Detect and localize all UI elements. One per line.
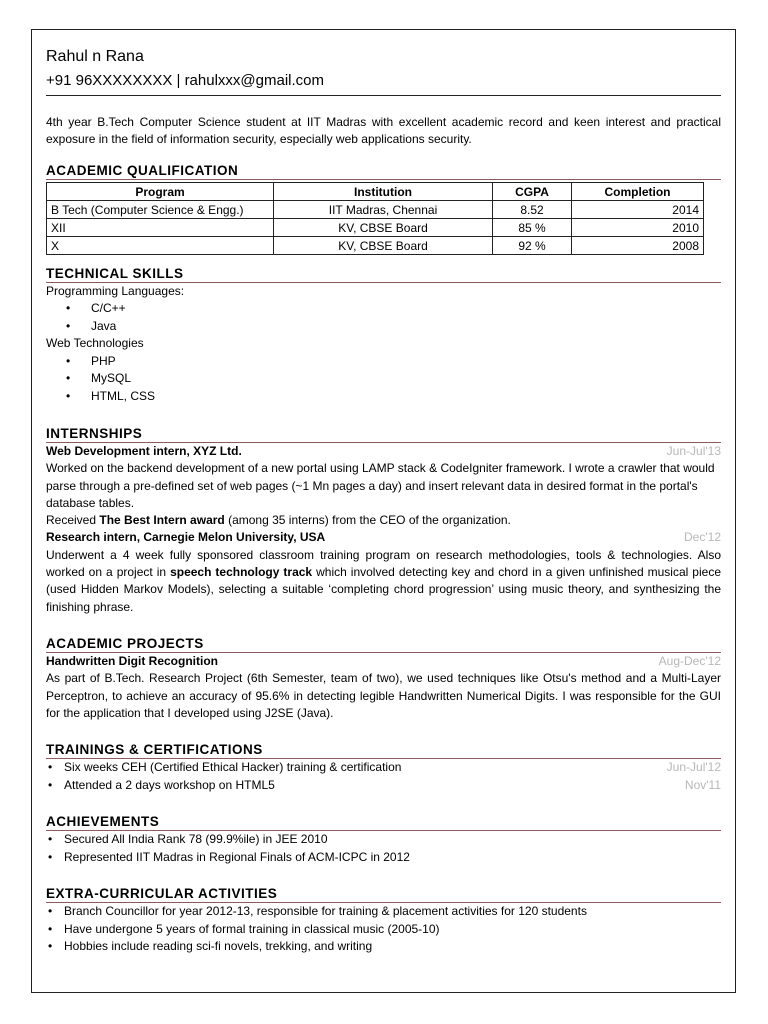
achievements-list — [46, 831, 721, 866]
achievement-text: • Represented IIT Madras in Regional Finals of ACM-ICPC in 2012 — [64, 849, 410, 864]
section-title-skills: TECHNICAL SKILLS — [46, 266, 721, 283]
list-item: • C/C++ — [91, 300, 721, 318]
header-divider — [46, 95, 721, 96]
internship-description: Worked on the backend development of a new portal using LAMP stack & CodeIgniter framework. I wrote a crawler that would parse through a pre-defined set of web pages (~1 Mn pages a day) and insert relevant data in desired format in the portal's database tables. — [46, 461, 715, 510]
contact-line: +91 96XXXXXXXX | rahulxxx@gmail.com — [46, 72, 324, 89]
cell-program: X — [47, 237, 274, 255]
section-title-trainings: TRAININGS & CERTIFICATIONS — [46, 742, 721, 759]
award-name: The Best Intern award — [99, 513, 225, 528]
cell-program: XII — [47, 219, 274, 237]
project-heading — [46, 653, 721, 670]
summary-paragraph: 4th year B.Tech Computer Science student at IIT Madras with excellent academic record and keen interest and practical exposure in the field of information security, especially web applications security. — [46, 115, 721, 146]
list-item: • HTML, CSS — [91, 388, 721, 406]
projects-section — [46, 636, 721, 722]
col-header-program: Program — [47, 183, 274, 201]
activity-text: • Branch Councillor for year 2012-13, responsible for training & placement activities for 120 students — [64, 904, 587, 918]
internship-role: Web Development intern, XYZ Ltd. — [46, 444, 242, 458]
internship-award — [46, 512, 721, 529]
project-description: As part of B.Tech. Research Project (6th Semester, team of two), we used techniques like Otsu's method and a Multi-Layer Perceptron, to achieve an accuracy of 95.6% in detecting legible Handwritten Numerical Digits. I was responsible for the GUI for the application that I developed using J2SE (Java). — [46, 671, 721, 720]
trainings-section — [46, 742, 721, 794]
achievements-section — [46, 814, 721, 866]
table-row — [47, 237, 704, 255]
col-header-completion: Completion — [572, 183, 704, 201]
extracurricular-section — [46, 886, 721, 956]
list-item — [64, 849, 721, 867]
list-item — [64, 903, 721, 921]
table-row — [47, 201, 704, 219]
list-item — [64, 759, 721, 777]
cell-cgpa: 92 % — [493, 237, 572, 255]
web-technologies-label: Web Technologies — [46, 336, 144, 351]
internships-section — [46, 426, 721, 616]
section-title-extracurricular: EXTRA-CURRICULAR ACTIVITIES — [46, 886, 721, 903]
desc-part-b: which involved detecting key and chord in a given unfinished musical piece (used Hidden Markov Models), selecting a suitable ‘completing chord progression’ using music theory, and synthesizing the finishing phrase. — [46, 565, 721, 614]
internship-date: Dec'12 — [684, 530, 721, 545]
resume-page — [31, 29, 736, 993]
internship-role: Research intern, Carnegie Melon University, USA — [46, 530, 326, 545]
trainings-list — [46, 759, 721, 794]
training-date: Jun-Jul'12 — [666, 760, 721, 774]
extracurricular-list — [46, 903, 721, 956]
training-date: Nov'11 — [684, 777, 721, 792]
list-item — [64, 921, 721, 939]
internship-date: Jun-Jul'13 — [666, 444, 721, 458]
candidate-name: Rahul n Rana — [46, 48, 144, 65]
academic-table — [46, 182, 704, 255]
section-title-internships: INTERNSHIPS — [46, 426, 721, 443]
section-title-achievements: ACHIEVEMENTS — [46, 814, 721, 831]
training-text: • Six weeks CEH (Certified Ethical Hacker) training & certification — [64, 760, 402, 774]
skills-section — [46, 266, 721, 405]
internship-description — [46, 547, 721, 616]
col-header-cgpa: CGPA — [493, 183, 572, 201]
list-item — [64, 777, 721, 795]
section-title-projects: ACADEMIC PROJECTS — [46, 636, 721, 653]
list-item — [64, 831, 721, 849]
project-date: Aug-Dec'12 — [658, 654, 721, 668]
table-row — [47, 219, 704, 237]
cell-completion: 2014 — [572, 201, 704, 219]
list-item: • MySQL — [91, 370, 721, 388]
training-text: • Attended a 2 days workshop on HTML5 — [64, 777, 275, 792]
desc-highlight: speech technology track — [170, 565, 313, 580]
internship-heading — [46, 443, 721, 460]
award-suffix: (among 35 interns) from the CEO of the organization. — [224, 513, 511, 528]
award-prefix: Received — [46, 513, 100, 528]
activity-text: • Have undergone 5 years of formal training in classical music (2005-10) — [64, 921, 440, 936]
web-list — [46, 353, 721, 406]
achievement-text: • Secured All India Rank 78 (99.9%ile) in JEE 2010 — [64, 832, 328, 846]
programming-list — [46, 300, 721, 335]
internship-heading — [46, 529, 721, 546]
project-name: Handwritten Digit Recognition — [46, 654, 218, 668]
cell-completion: 2008 — [572, 237, 704, 255]
table-header-row — [47, 183, 704, 201]
cell-cgpa: 8.52 — [493, 201, 572, 219]
section-title-academic: ACADEMIC QUALIFICATION — [46, 163, 721, 180]
activity-text: • Hobbies include reading sci-fi novels, trekking, and writing — [64, 939, 373, 953]
programming-languages-label: Programming Languages: — [46, 284, 185, 298]
cell-cgpa: 85 % — [493, 219, 572, 237]
cell-completion: 2010 — [572, 219, 704, 237]
col-header-institution: Institution — [274, 183, 493, 201]
list-item: • PHP — [91, 353, 721, 371]
cell-institution: KV, CBSE Board — [274, 219, 493, 237]
cell-institution: KV, CBSE Board — [274, 237, 493, 255]
academic-section — [46, 163, 721, 255]
cell-program: B Tech (Computer Science & Engg.) — [47, 201, 274, 219]
list-item — [64, 938, 721, 956]
list-item: • Java — [91, 318, 721, 336]
desc-part-a: Underwent a 4 week fully sponsored classroom training program on research methodologies, tools & technologies. Also worked on a project in — [46, 547, 721, 580]
cell-institution: IIT Madras, Chennai — [274, 201, 493, 219]
